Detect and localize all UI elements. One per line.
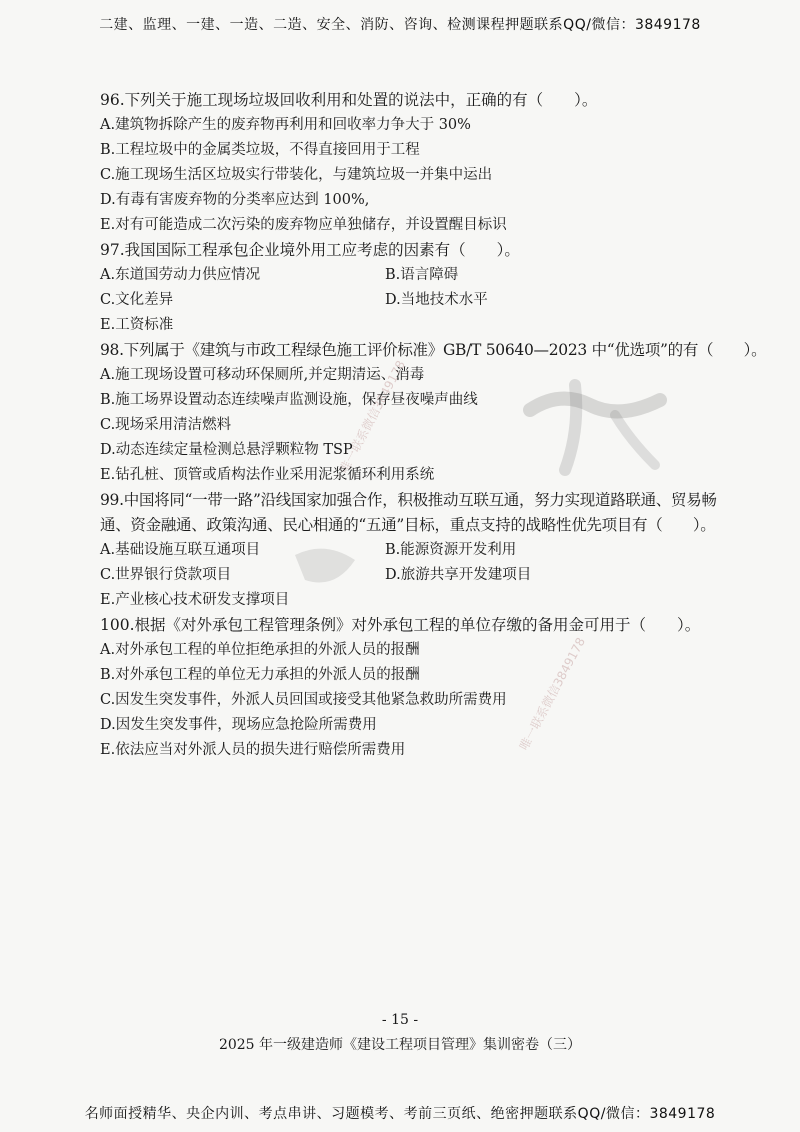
question-100-option-a: A.对外承包工程的单位拒绝承担的外派人员的报酬 (100, 642, 420, 658)
question-98-option-e: E.钻孔桩、顶管或盾构法作业采用泥浆循环利用系统 (100, 467, 435, 483)
question-97-stem: 97.我国国际工程承包企业境外用工应考虑的因素有（ ）。 (100, 241, 520, 259)
question-98-option-d: D.动态连续定量检测总悬浮颗粒物 TSP (100, 442, 353, 458)
question-98-option-b: B.施工场界设置动态连续噪声监测设施，保存昼夜噪声曲线 (100, 392, 478, 408)
question-99-option-c: C.世界银行贷款项目 (100, 567, 232, 583)
question-99-stem-line2: 通、资金融通、政策沟通、民心相通的“五通”目标，重点支持的战略性优先项目有（ ）。 (100, 516, 716, 534)
question-98-stem: 98.下列属于《建筑与市政工程绿色施工评价标准》GB/T 50640—2023 中“优选项”的有（ ）。 (100, 341, 767, 359)
question-96-stem: 96.下列关于施工现场垃圾回收利用和处置的说法中，正确的有（ ）。 (100, 91, 598, 109)
question-96-option-c: C.施工现场生活区垃圾实行带装化，与建筑垃圾一并集中运出 (100, 167, 493, 183)
question-97-option-b: B.语言障碍 (385, 267, 459, 283)
question-100-option-d: D.因发生突发事件，现场应急抢险所需费用 (100, 717, 377, 733)
header-banner: 二建、监理、一建、一造、二造、安全、消防、咨询、检测课程押题联系QQ/微信：3849178 (99, 17, 701, 33)
question-97-option-c: C.文化差异 (100, 292, 174, 308)
question-99-option-a: A.基础设施互联互通项目 (100, 542, 261, 558)
page-number: - 15 - (381, 1012, 419, 1028)
watermark-text-1: 唯一联系微信3849178 (336, 358, 409, 476)
question-96-option-a: A.建筑物拆除产生的废弃物再利用和回收率力争大于 30% (100, 117, 471, 133)
question-100-stem: 100.根据《对外承包工程管理条例》对外承包工程的单位存缴的备用金可用于（ ）。 (100, 616, 701, 634)
footer-banner: 名师面授精华、央企内训、考点串讲、习题模考、考前三页纸、绝密押题联系QQ/微信：3849178 (84, 1106, 716, 1122)
question-96-option-d: D.有毒有害废弃物的分类率应达到 100%, (100, 192, 370, 208)
question-list (100, 88, 767, 763)
question-96-option-b: B.工程垃圾中的金属类垃圾，不得直接回用于工程 (100, 142, 420, 158)
question-100-option-c: C.因发生突发事件，外派人员回国或接受其他紧急救助所需费用 (100, 692, 507, 708)
question-99-stem-line1: 99.中国将同“一带一路”沿线国家加强合作，积极推动互联互通，努力实现道路联通、贸易畅 (100, 491, 717, 509)
question-97-option-a: A.东道国劳动力供应情况 (100, 267, 261, 283)
question-98-option-a: A.施工现场设置可移动环保厕所,并定期清运、消毒 (100, 367, 425, 383)
exam-title: 2025 年一级建造师《建设工程项目管理》集训密卷（三） (218, 1037, 582, 1053)
question-100-option-b: B.对外承包工程的单位无力承担的外派人员的报酬 (100, 667, 420, 683)
question-97-option-e: E.工资标准 (100, 317, 174, 333)
question-99-option-b: B.能源资源开发利用 (385, 542, 517, 558)
question-98-option-c: C.现场采用清洁燃料 (100, 417, 232, 433)
question-96-option-e: E.对有可能造成二次污染的废弃物应单独储存，并设置醒目标识 (100, 217, 507, 233)
watermark-text-2: 唯一联系微信3849178 (516, 635, 589, 753)
question-99-option-e: E.产业核心技术研发支撑项目 (100, 592, 290, 608)
question-97-option-d: D.当地技术水平 (385, 292, 488, 308)
question-100-option-e: E.依法应当对外派人员的损失进行赔偿所需费用 (100, 742, 406, 758)
question-99-option-d: D.旅游共享开发建项目 (385, 567, 532, 583)
